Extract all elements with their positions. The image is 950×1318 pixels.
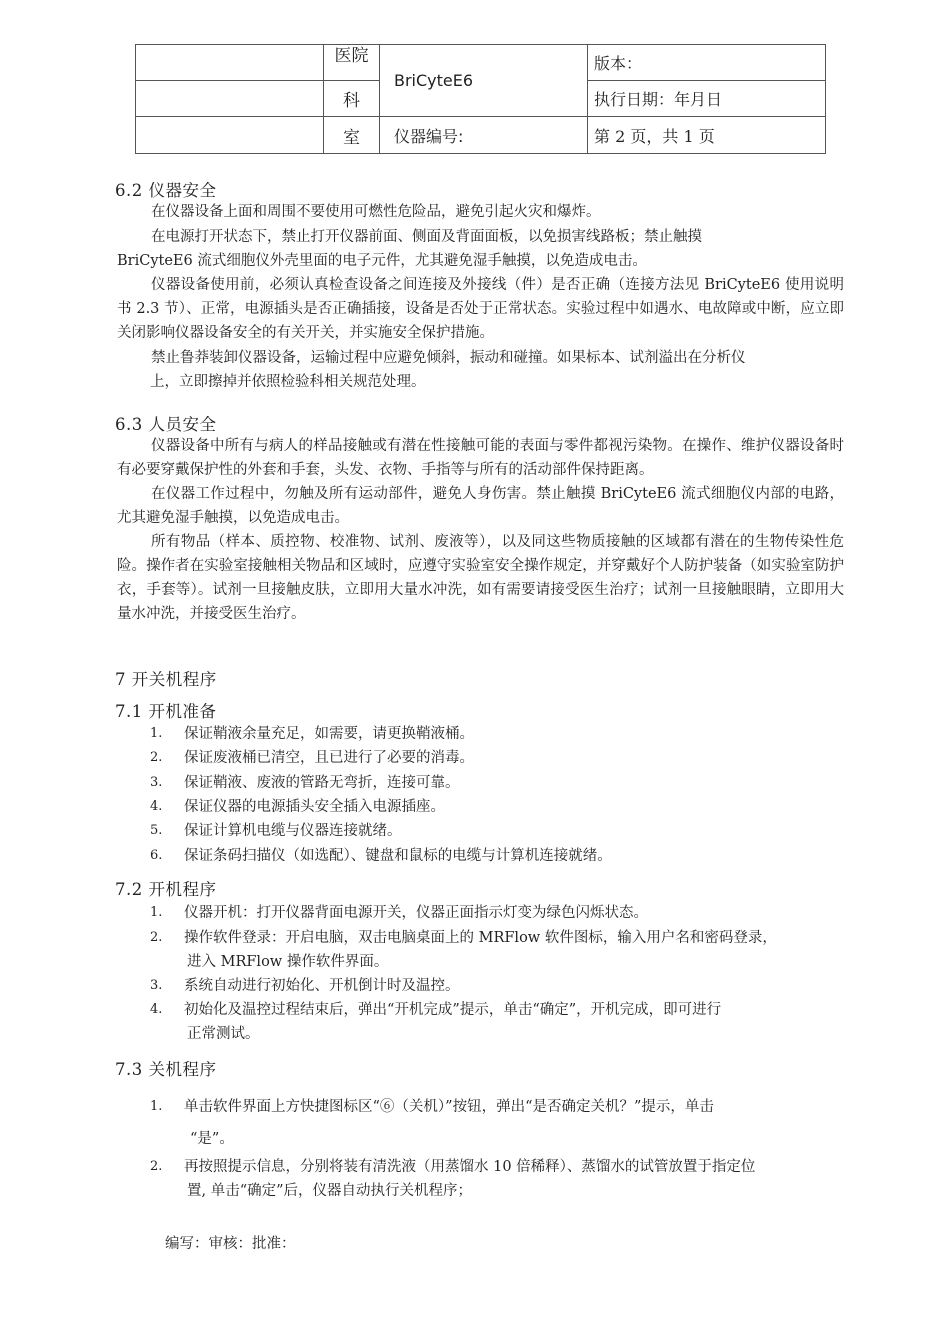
paragraph: 禁止鲁莽装卸仪器设备，运输过程中应避免倾斜，振动和碰撞。如果标本、试剂溢出在分析仪 <box>151 350 746 366</box>
signoff-line: 编写：审核：批准： <box>165 1236 296 1252</box>
paragraph-continued: 上，立即擦掉并依照检验科相关规范处理。 <box>150 374 426 390</box>
paragraph: 在仪器设备上面和周围不要使用可燃性危险品，避免引起火灾和爆炸。 <box>151 204 601 220</box>
hospital-label: 医院 <box>324 45 380 81</box>
paragraph: 所有物品（样本、质控物、校准物、试剂、废液等），以及同这些物质接触的区域都有潜在的生物传染性危险。操作者在实验室接触相关物品和区域时，应遵守实验室安全操作规定，并穿戴好个人防护装备（如实验室防护衣，手套等）。试剂一旦接触皮肤，立即用大量水冲洗，如有需要请接受医生治疗；试剂一旦接触眼睛，立即用大量水冲洗，并接受医生治疗。 <box>117 534 844 622</box>
room-label: 室 <box>324 117 380 154</box>
department-label: 科 <box>324 81 380 117</box>
section-7-1-title: 7.1 开机准备 <box>115 702 217 721</box>
blank-cell <box>136 45 324 81</box>
blank-cell <box>136 81 324 117</box>
header-table <box>135 44 826 154</box>
paragraph-continued: BriCyteE6 流式细胞仪外壳里面的电子元件，尤其避免湿手触摸，以免造成电击。 <box>117 253 647 269</box>
section-7-title: 7 开关机程序 <box>115 670 217 689</box>
section-6-2-title: 6.2 仪器安全 <box>115 181 217 200</box>
paragraph: 在仪器工作过程中，勿触及所有运动部件，避免人身伤害。禁止触摸 BriCyteE6 流式细胞仪内部的电路，尤其避免湿手触摸，以免造成电击。 <box>117 486 844 526</box>
section-6-3-title: 6.3 人员安全 <box>115 415 217 434</box>
section-7-3-title: 7.3 关机程序 <box>115 1060 217 1079</box>
paragraph: 在电源打开状态下，禁止打开仪器前面、侧面及背面面板，以免损害线路板；禁止触摸 <box>151 229 702 245</box>
exec-date-label: 执行日期：年月日 <box>588 81 826 117</box>
instrument-number-label: 仪器编号: <box>380 117 588 154</box>
page-number: 第 2 页，共 1 页 <box>588 117 826 154</box>
version-label: 版本： <box>588 45 826 81</box>
section-7-2-title: 7.2 开机程序 <box>115 880 217 899</box>
model-name: BriCyteE6 <box>380 45 588 117</box>
paragraph: 仪器设备中所有与病人的样品接触或有潜在性接触可能的表面与零件都视污染物。在操作、维护仪器设备时有必要穿戴保护性的外套和手套，头发、衣物、手指等与所有的活动部件保持距离。 <box>117 438 844 478</box>
paragraph: 仪器设备使用前，必须认真检查设备之间连接及外接线（件）是否正确（连接方法见 BriCyteE6 使用说明书 2.3 节）、正常，电源插头是否正确插接，设备是否处于正常状态。实验过程中如遇水、电故障或中断，应立即关闭影响仪器设备安全的有关开关，并实施安全保护措施。 <box>117 277 844 341</box>
document-page: 医院 BriCyteE6 版本： 科 执行日期：年月日 室 仪器编号: 第 2 页，共 1 页 6.2 仪器安全 在仪器设备上面和周围不要使用可燃性危险品，避免引起火灾和爆炸。 在电源打开状态下，禁止打开仪器前面、侧面及背面面板，以免损害线路板；禁止触摸 BriCyteE6 流式细胞仪外壳里面的电子元件，尤其避免湿手触摸，以免造成电击。 仪器设备使用前，必须认真检查设备之间连接及外接线（件）是否正确（连接方法见 BriCyteE6 使用说明书 2.3 节）、正常，电源插头是否正确插接，设备是否处于正常状态。实验过程中如遇水、电故障或中断，应立即关闭影响仪器设备安全的有关开关，并实施安全保护措施。 禁止鲁莽装卸仪器设备，运输过程中应避免倾斜，振动和碰撞。如果标本、试剂溢出在分析仪 上，立即擦掉并依照检验科相关规范处理。 6.3 人员安全 仪器设备中所有与病人的样品接触或有潜在性接触可能的表面与零件都视污染物。在操作、维护仪器设备时有必要穿戴保护性的外套和手套，头发、衣物、手指等与所有的活动部件保持距离。 在仪器工作过程中，勿触及所有运动部件，避免人身伤害。禁止触摸 BriCyteE6 流式细胞仪内部的电路，尤其避免湿手触摸，以免造成电击。 所有物品（样本、质控物、校准物、试剂、废液等），以及同这些物质接触的区域都有潜在的生物传染性危险。操作者在实验室接触相关物品和区域时，应遵守实验室安全操作规定，并穿戴好个人防护装备（如实验室防护衣，手套等）。试剂一旦接触皮肤，立即用大量水冲洗，如有需要请接受医生治疗；试剂一旦接触眼睛，立即用大量水冲洗，并接受医生治疗。 7 开关机程序 7.1 开机准备 1. 保证鞘液余量充足，如需要，请更换鞘液桶。 2. 保证废液桶已清空，且已进行了必要的消毒。 3. 保证鞘液、废液的管路无弯折，连接可靠。 4. 保证仪器的电源插头安全插入电源插座。 5. 保证计算机电缆与仪器连接就绪。 6. 保证条码扫描仪（如选配）、键盘和鼠标的电缆与计算机连接就绪。 7.2 开机程序 1. 仪器开机：打开仪器背面电源开关，仪器正面指示灯变为绿色闪烁状态。 2. 操作软件登录：开启电脑，双击电脑桌面上的 MRFlow 软件图标，输入用户名和密码登录， 进入 MRFlow 操作软件界面。 3. 系统自动进行初始化、开机倒计时及温控。 4. 初始化及温控过程结束后，弹出“开机完成”提示，单击“确定”，开机完成，即可进行 正常测试。 7.3 关机程序 1. 单击软件界面上方快捷图标区“⑥（关机）”按钮，弹出“是否确定关机？”提示，单击 “是”。 2. 再按照提示信息，分别将装有清洗液（用蒸馏水 10 倍稀释）、蒸馏水的试管放置于指定位 置, 单击“确定”后，仪器自动执行关机程序； 编写：审核：批准： <box>115 46 844 1252</box>
blank-cell <box>136 117 324 154</box>
